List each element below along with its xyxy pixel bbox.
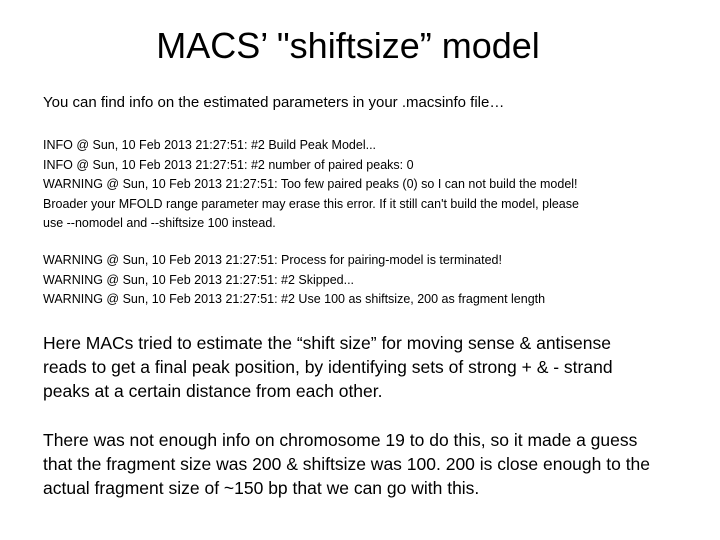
slide-title: MACS’ "shiftsize” model [156,25,540,66]
log-line: WARNING @ Sun, 10 Feb 2013 21:27:51: Process for pairing-model is terminated! [43,253,502,267]
intro-text: You can find info on the estimated parameters in your .macsinfo file… [43,94,505,111]
log-line: WARNING @ Sun, 10 Feb 2013 21:27:51: #2 Use 100 as shiftsize, 200 as fragment length [43,292,546,306]
log-line: INFO @ Sun, 10 Feb 2013 21:27:51: #2 Build Peak Model... [43,138,377,152]
paragraph-line: that the fragment size was 200 & shiftsize was 100. 200 is close enough to the [43,454,651,474]
log-line: INFO @ Sun, 10 Feb 2013 21:27:51: #2 number of paired peaks: 0 [43,157,414,172]
explanation-paragraph [43,331,693,403]
log-line: Broader your MFOLD range parameter may erase this error. If it still can't build the model, please [43,196,579,211]
log-line: use --nomodel and --shiftsize 100 instead. [43,216,276,230]
log-line: WARNING @ Sun, 10 Feb 2013 21:27:51: Too few paired peaks (0) so I can not build the model! [43,177,578,191]
paragraph-line: reads to get a final peak position, by identifying sets of strong + & - strand [43,357,613,377]
paragraph-line: actual fragment size of ~150 bp that we can go with this. [43,478,480,498]
paragraph-line: There was not enough info on chromosome 19 to do this, so it made a guess [43,430,638,450]
log-block-1 [43,136,693,234]
conclusion-paragraph [43,428,693,500]
log-line: WARNING @ Sun, 10 Feb 2013 21:27:51: #2 Skipped... [43,272,355,287]
paragraph-line: peaks at a certain distance from each other. [43,381,383,401]
log-block-2 [43,251,693,310]
paragraph-line: Here MACs tried to estimate the “shift size” for moving sense & antisense [43,333,612,353]
